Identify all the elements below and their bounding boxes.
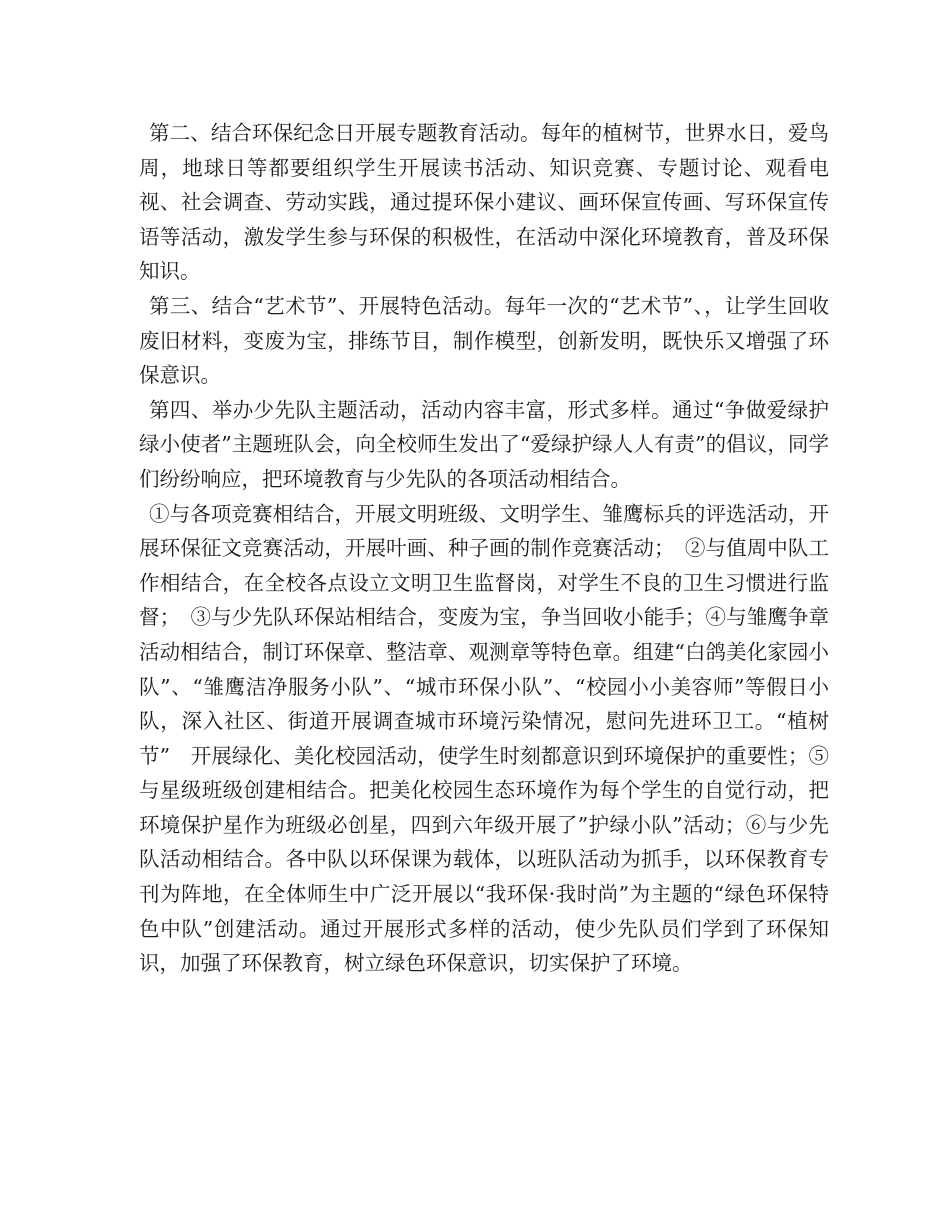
paragraph-art-festival: 第三、结合“艺术节”、开展特色活动。每年一次的“艺术节”、，让学生回收废旧材料，变废为宝，排练节目，制作模型，创新发明，既快乐又增强了环保意识。: [139, 293, 829, 388]
paragraph-young-pioneers: 第四、举办少先队主题活动，活动内容丰富，形式多样。通过“争做爱绿护绿小使者”主题班队会，向全校师生发出了“爱绿护绿人人有责”的倡议，同学们纷纷响应，把环境教育与少先队的各项活动相结合。: [139, 397, 829, 491]
document-body: [139, 116, 829, 981]
paragraph-combined-activities: ①与各项竞赛相结合，开展文明班级、文明学生、雏鹰标兵的评选活动，开展环保征文竞赛活动，开展叶画、种子画的制作竞赛活动； ②与值周中队工作相结合，在全校各点设立文明卫生监督岗，对学生不良的卫生习惯进行监督； ③与少先队环保站相结合，变废为宝，争当回收小能手；④与雏鹰争章活动相结合，制订环保章、整洁章、观测章等特色章。组建“白鸽美化家园小队”、“雏鹰洁净服务小队”、“城市环保小队”、“校园小小美容师”等假日小队，深入社区、街道开展调查城市环境污染情况，慰问先进环卫工。“植树节” 开展绿化、美化校园活动，使学生时刻都意识到环境保护的重要性；⑤与星级班级创建相结合。把美化校园生态环境作为每个学生的自觉行动，把环境保护星作为班级必创星，四到六年级开展了”护绿小队”活动；⑥与少先队活动相结合。各中队以环保课为载体，以班队活动为抓手，以环保教育专刊为阵地，在全体师生中广泛开展以“我环保·我时尚”为主题的“绿色环保特色中队”创建活动。通过开展形式多样的活动，使少先队员们学到了环保知识，加强了环保教育，树立绿色环保意识，切实保护了环境。: [139, 501, 829, 976]
paragraph-environmental-days: 第二、结合环保纪念日开展专题教育活动。每年的植树节，世界水日，爱鸟周，地球日等都要组织学生开展读书活动、知识竞赛、专题讨论、观看电视、社会调查、劳动实践，通过提环保小建议、画环保宣传画、写环保宣传语等活动，激发学生参与环保的积极性，在活动中深化环境教育，普及环保知识。: [139, 121, 829, 284]
